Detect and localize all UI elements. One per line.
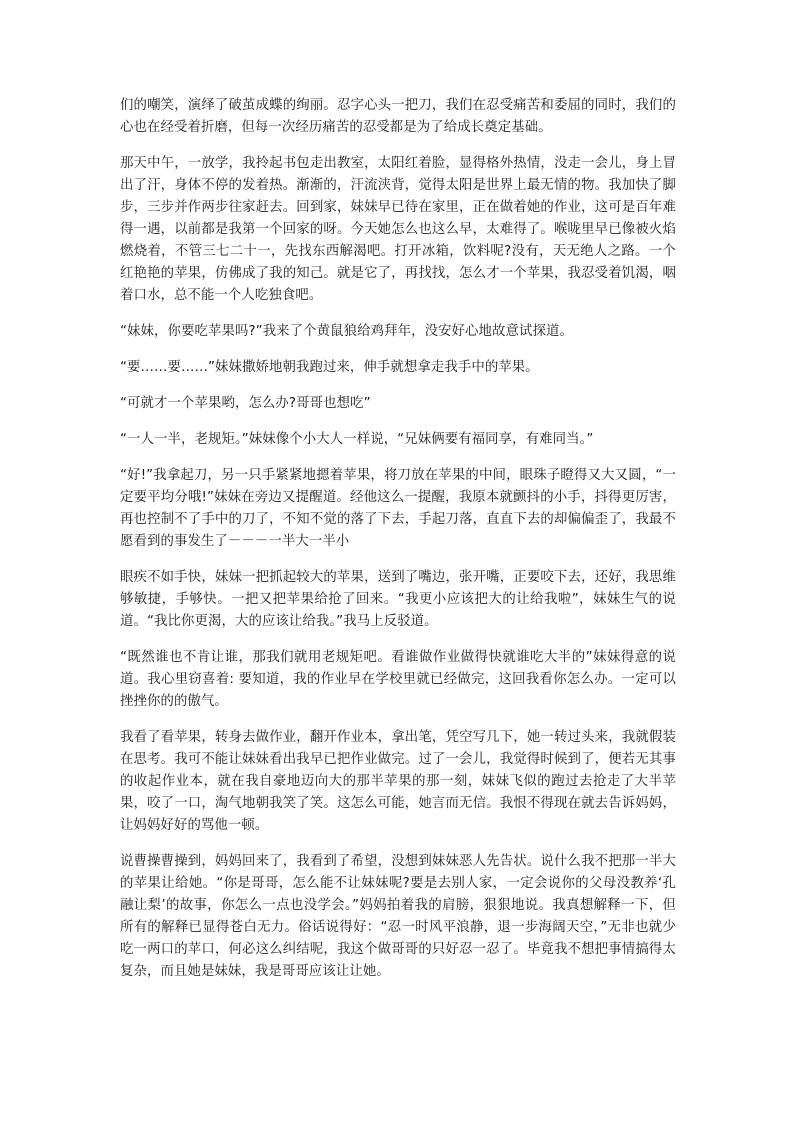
paragraph-1: 们的嘲笑，演绎了破茧成蝶的绚丽。忍字心头一把刀，我们在忍受痛苦和委屈的同时，我们的心也在经受着折磨，但每一次经历痛苦的忍受都是为了给成长奠定基础。	[120, 98, 676, 135]
paragraph-10: 我看了看苹果，转身去做作业，翻开作业本，拿出笔，凭空写几下，她一转过头来，我就假装在思考。我可不能让妹妹看出我早已把作业做完。过了一会儿，我觉得时候到了，便若无其事的收起作业本，就在我自豪地迈向大的那半苹果的那一刻，妹妹飞似的跑过去抢走了大半苹果，咬了一口，淘气地朝我笑了笑。这怎么可能，她言而无信。我恨不得现在就去告诉妈妈，让妈妈好好的骂他一顿。	[120, 730, 676, 833]
paragraph-5: “可就才一个苹果哟，怎么办?哥哥也想吃”	[120, 396, 371, 411]
paragraph-2: 那天中午，一放学，我拎起书包走出教室，太阳红着脸，显得格外热情，没走一会儿，身上冒出了汗，身体不停的发着热。渐渐的，汗流浃背，觉得太阳是世界上最无情的物。我加快了脚步，三步并作两步往家赶去。回到家，妹妹早已待在家里，正在做着她的作业，这可是百年难得一遇，以前都是我第一个回家的呀。今天她怎么也这么早，太难得了。喉咙里早已像被火焰燃烧着，不管三七二十一，先找东西解渴吧。打开冰箱，饮料呢?没有，天无绝人之路。一个红艳艳的苹果，仿佛成了我的知己。就是它了，再找找，怎么才一个苹果，我忍受着饥渴，咽着口水，总不能一个人吃独食吧。	[120, 156, 676, 303]
paragraph-3: “妹妹，你要吃苹果吗?”我来了个黄鼠狼给鸡拜年，没安好心地故意试探道。	[120, 324, 573, 339]
document-page	[120, 95, 676, 997]
paragraph-4: “要……要……”妹妹撒娇地朝我跑过来，伸手就想拿走我手中的苹果。	[120, 360, 539, 375]
paragraph-6: “一人一半，老规矩。”妹妹像个小大人一样说，“兄妹俩要有福同享，有难同当。”	[120, 432, 594, 447]
paragraph-9: “既然谁也不肯让谁，那我们就用老规矩吧。看谁做作业做得快就谁吃大半的”妹妹得意的说道。我心里窃喜着: 要知道，我的作业早在学校里就已经做完，这回我看你怎么办。一定可以挫挫你的的傲气。	[120, 650, 676, 709]
paragraph-8: 眼疾不如手快，妹妹一把抓起较大的苹果，送到了嘴边，张开嘴，正要咬下去，还好，我思维够敏捷，手够快。一把又把苹果给抢了回来。“我更小应该把大的让给我啦”，妹妹生气的说道。“我比你更渴，大的应该让给我。”我马上反驳道。	[120, 570, 676, 629]
paragraph-7: “好!”我拿起刀，另一只手紧紧地摁着苹果，将刀放在苹果的中间，眼珠子瞪得又大又圆，“一定要平均分哦!”妹妹在旁边又提醒道。经他这么一提醒，我原本就颤抖的小手，抖得更厉害，再也控制不了手中的刀了，不知不觉的落了下去，手起刀落，直直下去的却偏偏歪了，我最不愿看到的事发生了－－－一半大一半小	[120, 468, 676, 549]
paragraph-11: 说曹操曹操到，妈妈回来了，我看到了希望，没想到妹妹恶人先告状。说什么我不把那一半大的苹果让给她。“你是哥哥，怎么能不让妹妹呢?要是去别人家，一定会说你的父母没教养‘孔融让梨’的故事，你怎么一点也没学会。”妈妈拍着我的肩膀，狠狠地说。我真想解释一下，但所有的解释已显得苍白无力。俗话说得好：“忍一时风平浪静，退一步海阔天空，”无非也就少吃一两口的苹口，何必这么纠结呢，我这个做哥哥的只好忍一忍了。毕竟我不想把事情搞得太复杂，而且她是妹妹，我是哥哥应该让让她。	[120, 854, 676, 979]
